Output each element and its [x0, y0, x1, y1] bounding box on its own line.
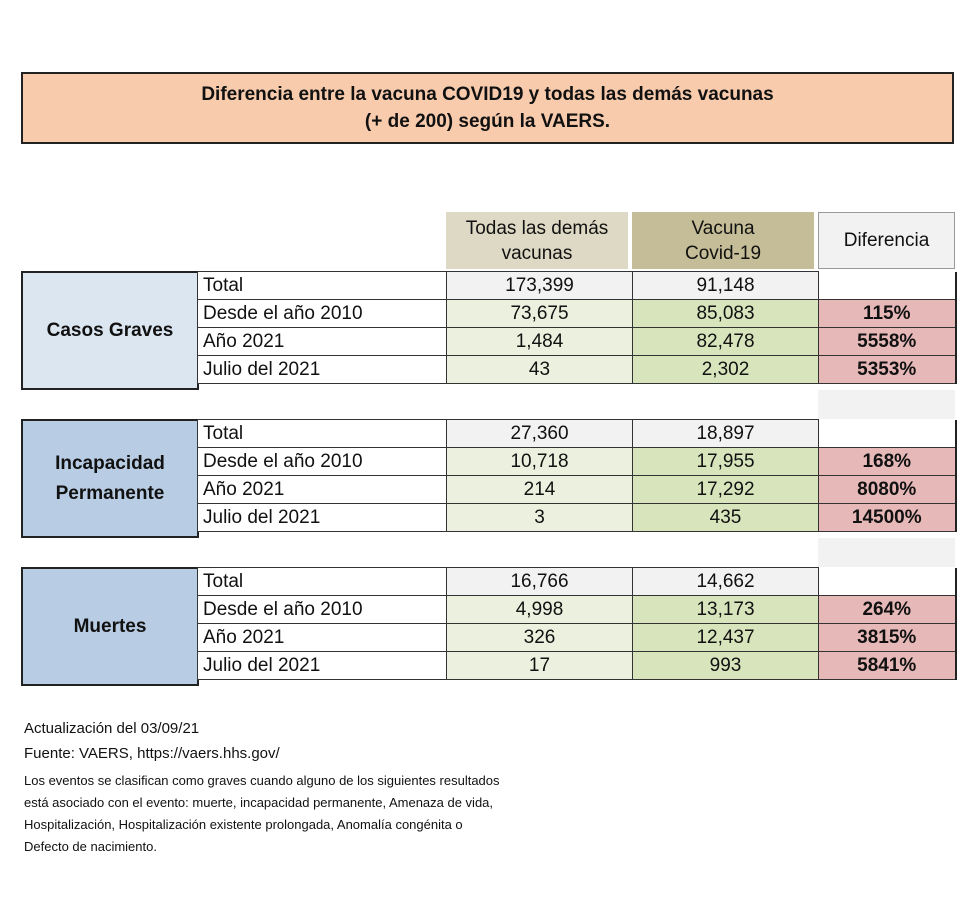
- table-row: [198, 328, 956, 356]
- covid-value: 13,173: [633, 596, 819, 624]
- other-value: 10,718: [447, 448, 633, 476]
- other-value: 173,399: [447, 272, 633, 300]
- table-incapacidad-permanente: [197, 419, 957, 532]
- group-label-muertes: Muertes: [21, 567, 199, 686]
- source-note: Fuente: VAERS, https://vaers.hhs.gov/: [24, 745, 280, 762]
- title-line-2: (+ de 200) según la VAERS.: [364, 111, 611, 132]
- other-value: 16,766: [447, 568, 633, 596]
- header-other-vaccines: Todas las demás vacunas: [446, 212, 628, 269]
- covid-value: 17,292: [633, 476, 819, 504]
- title-banner: [21, 72, 954, 144]
- group-label-incapacidad-permanente: Incapacidad Permanente: [21, 419, 199, 538]
- table-row: [198, 448, 956, 476]
- diff-value: 168%: [819, 448, 956, 476]
- covid-value: 85,083: [633, 300, 819, 328]
- other-value: 73,675: [447, 300, 633, 328]
- other-value: 326: [447, 624, 633, 652]
- other-value: 27,360: [447, 420, 633, 448]
- explanation-note: Los eventos se clasifican como graves cuando alguno de los siguientes resultados está asociado con el evento: muerte, incapacidad permanente, Amenaza de vida, Hospitalización, Hospitalización existente prolongada, Anomalía congénita o Defecto de nacimiento.: [24, 773, 500, 854]
- row-label: Desde el año 2010: [198, 448, 447, 476]
- title-line-1: Diferencia entre la vacuna COVID19 y todas las demás vacunas: [201, 84, 774, 105]
- diff-value: 115%: [819, 300, 956, 328]
- covid-value: 12,437: [633, 624, 819, 652]
- row-label: Julio del 2021: [198, 652, 447, 680]
- group-label-casos-graves: Casos Graves: [21, 271, 199, 390]
- row-label: Año 2021: [198, 476, 447, 504]
- table-row: [198, 272, 956, 300]
- header-covid-vaccine: Vacuna Covid-19: [632, 212, 814, 269]
- row-label: Año 2021: [198, 624, 447, 652]
- footnotes: [24, 720, 624, 858]
- covid-value: 91,148: [633, 272, 819, 300]
- row-label: Julio del 2021: [198, 356, 447, 384]
- diff-value: [819, 568, 956, 596]
- table-row: [198, 596, 956, 624]
- diff-value: 8080%: [819, 476, 956, 504]
- other-value: 17: [447, 652, 633, 680]
- diff-value: 3815%: [819, 624, 956, 652]
- table-row: [198, 504, 956, 532]
- diff-value: [819, 420, 956, 448]
- covid-value: 14,662: [633, 568, 819, 596]
- diff-value: 5558%: [819, 328, 956, 356]
- header-difference: Diferencia: [818, 212, 955, 269]
- table-row: [198, 568, 956, 596]
- table-row: [198, 652, 956, 680]
- table-row: [198, 300, 956, 328]
- row-label: Año 2021: [198, 328, 447, 356]
- row-label: Julio del 2021: [198, 504, 447, 532]
- diff-value: 5841%: [819, 652, 956, 680]
- covid-value: 17,955: [633, 448, 819, 476]
- covid-value: 993: [633, 652, 819, 680]
- row-label: Total: [198, 272, 447, 300]
- diff-spacer: [818, 390, 955, 419]
- covid-value: 18,897: [633, 420, 819, 448]
- row-label: Total: [198, 568, 447, 596]
- diff-value: 5353%: [819, 356, 956, 384]
- other-value: 43: [447, 356, 633, 384]
- other-value: 214: [447, 476, 633, 504]
- row-label: Desde el año 2010: [198, 596, 447, 624]
- diff-value: 14500%: [819, 504, 956, 532]
- table-row: [198, 356, 956, 384]
- diff-value: [819, 272, 956, 300]
- covid-value: 82,478: [633, 328, 819, 356]
- table-row: [198, 624, 956, 652]
- row-label: Total: [198, 420, 447, 448]
- table-casos-graves: [197, 271, 957, 384]
- other-value: 1,484: [447, 328, 633, 356]
- table-row: [198, 420, 956, 448]
- table-muertes: [197, 567, 957, 680]
- diff-spacer: [818, 538, 955, 567]
- table-row: [198, 476, 956, 504]
- covid-value: 435: [633, 504, 819, 532]
- covid-value: 2,302: [633, 356, 819, 384]
- other-value: 3: [447, 504, 633, 532]
- row-label: Desde el año 2010: [198, 300, 447, 328]
- diff-value: 264%: [819, 596, 956, 624]
- other-value: 4,998: [447, 596, 633, 624]
- update-date: Actualización del 03/09/21: [24, 720, 200, 737]
